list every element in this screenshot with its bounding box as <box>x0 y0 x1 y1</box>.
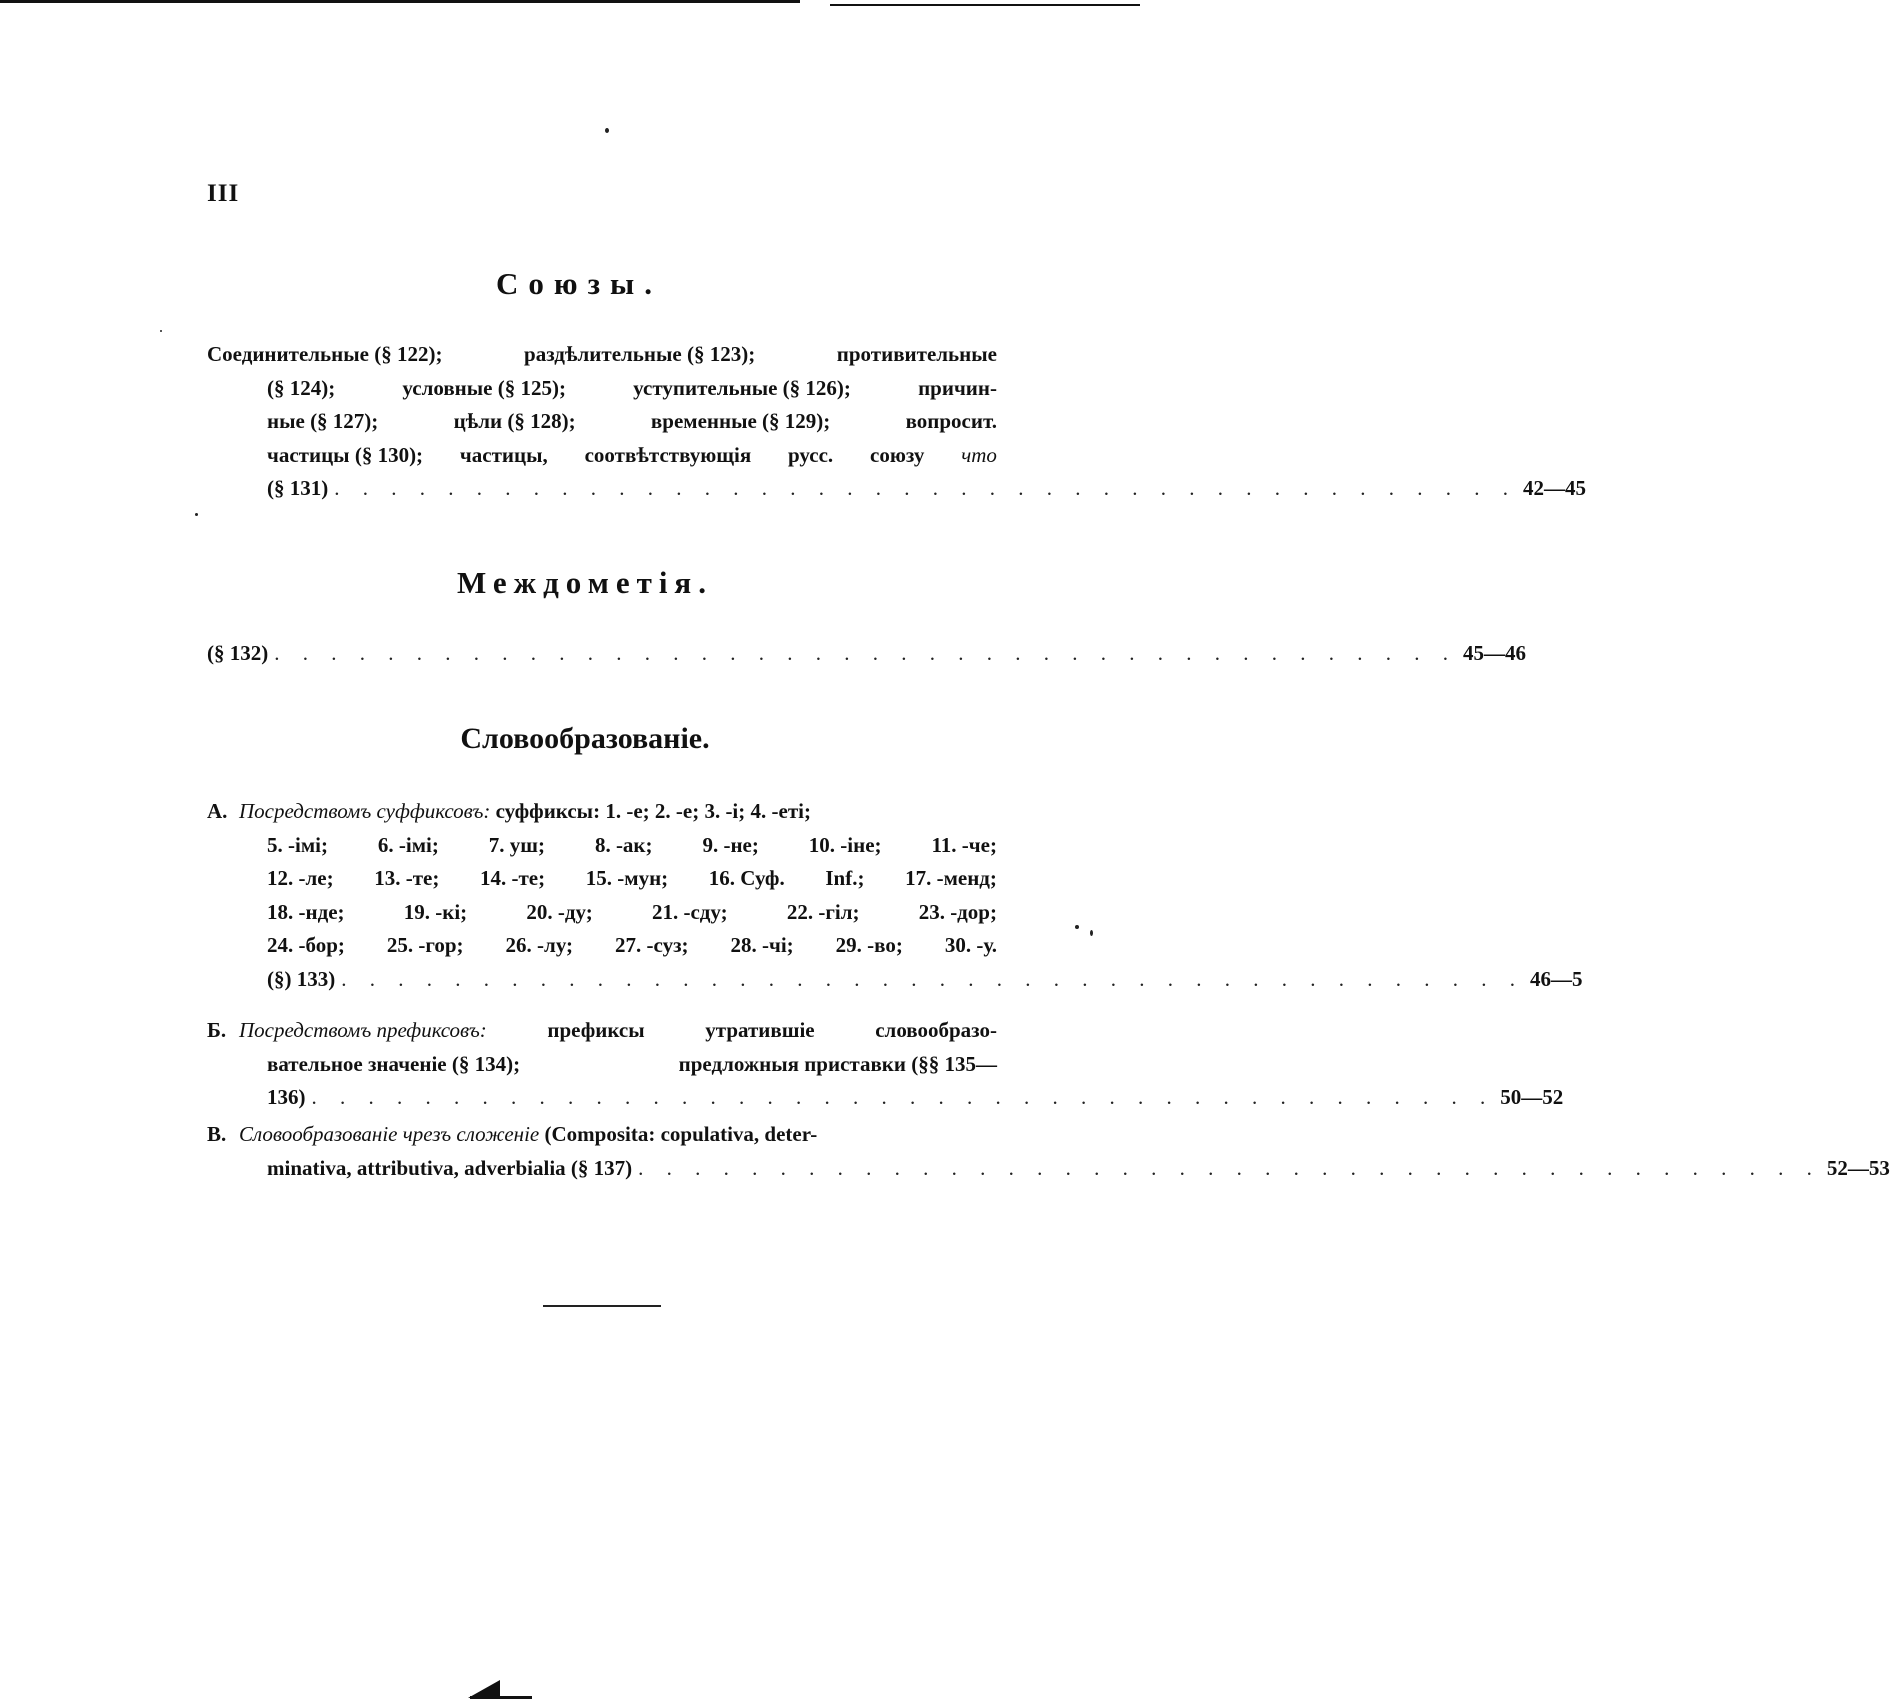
text-fragment: русс. <box>788 442 834 467</box>
text-fragment: 23. -дор; <box>918 899 997 924</box>
text-fragment: 15. -мун; <box>585 866 669 890</box>
text-fragment: 20. -ду; <box>526 899 593 924</box>
text-fragment: 19. -кі; <box>403 899 468 924</box>
text-fragment: 8. -ак; <box>594 832 653 857</box>
text-fragment: 25. -гор; <box>386 933 464 957</box>
section-ref: (§) 133) <box>267 966 336 991</box>
heading-word-formation: Словообразованіе. <box>460 722 710 755</box>
scan-edge-line <box>830 4 1140 6</box>
entry-prefixes <box>207 1014 1564 1115</box>
leader-dots: . . . . . . . . . . . . . . . . . . . . . . . . . . . . . . . . . . . . . . . . . . <box>341 966 1524 991</box>
section-divider <box>543 1305 661 1307</box>
text-fragment: вательное значеніе (§ 134); <box>267 1051 521 1076</box>
entry-line <box>207 829 997 863</box>
text-fragment: 10. -іне; <box>808 832 882 857</box>
scan-speck <box>1090 930 1093 936</box>
text-fragment: союзу <box>870 442 925 467</box>
text-fragment: 18. -нде; <box>267 899 345 924</box>
page-range: 52—53 <box>1826 1155 1890 1180</box>
page-range: 45—46 <box>1463 641 1526 665</box>
entry-line <box>207 896 997 930</box>
text-fragment: ные (§ 127); <box>267 409 379 433</box>
entry-line <box>207 795 997 829</box>
text-fragment: 22. -гіл; <box>786 899 860 924</box>
entry-line <box>207 963 1583 997</box>
text-fragment: 17. -менд; <box>905 866 997 890</box>
entry-line <box>207 338 997 372</box>
italic-word: что <box>961 442 997 467</box>
text-fragment: 28. -чі; <box>730 933 794 957</box>
section-ref: 136) <box>267 1085 306 1109</box>
leader-dots: . . . . . . . . . . . . . . . . . . . . . . . . . . . . . . . . . . . . . . . . . . <box>334 476 1517 500</box>
text-fragment: раздѣлительные (§ 123); <box>524 342 756 366</box>
entry-title: Посредствомъ префиксовъ: <box>239 1018 487 1042</box>
scan-speck <box>160 330 162 332</box>
entry-title: Словообразованіе чрезъ сложеніе <box>239 1122 540 1146</box>
text-fragment: префиксы <box>547 1018 645 1042</box>
text-fragment: 14. -те; <box>480 866 546 890</box>
text-fragment: утратившіе <box>705 1018 815 1042</box>
text-fragment: 29. -во; <box>835 933 903 957</box>
text-fragment: предложныя приставки (§§ 135— <box>678 1051 997 1076</box>
heading-conjunctions: Союзы. <box>496 266 662 301</box>
text-fragment: вопросит. <box>905 409 997 433</box>
entry-line <box>207 372 997 406</box>
entry-line <box>207 1048 997 1082</box>
heading-interjections: Междометія. <box>457 565 713 600</box>
text-fragment: противительные <box>836 342 997 366</box>
entry-line <box>207 439 997 473</box>
section-ref: (§ 132) <box>207 641 269 665</box>
text-fragment: частицы, <box>459 442 548 467</box>
text-fragment: 30. -у. <box>944 933 997 957</box>
entry-interjections <box>207 637 1526 671</box>
text-fragment: 13. -те; <box>374 866 440 890</box>
text-fragment: Соединительные (§ 122); <box>207 342 443 366</box>
text-fragment: 5. -імі; <box>267 832 328 857</box>
text-fragment: 16. Суф. <box>708 866 785 890</box>
entry-line <box>207 929 997 963</box>
entry-line <box>207 405 997 439</box>
leader-dots: . . . . . . . . . . . . . . . . . . . . . . . . . . . . . . . . . . . . . . . . . . <box>274 641 1457 665</box>
entry-line <box>207 862 997 896</box>
entry-line <box>207 1152 1890 1186</box>
scan-speck <box>605 128 609 133</box>
entry-conjunctions <box>207 338 1586 506</box>
text-fragment: уступительные (§ 126); <box>633 375 851 400</box>
text-fragment: словообразо- <box>875 1018 997 1042</box>
scan-edge-line <box>0 0 800 3</box>
text-fragment: частицы (§ 130); <box>267 442 424 467</box>
text-fragment: соотвѣтствующія <box>584 442 752 467</box>
page-range: 42—45 <box>1523 476 1586 500</box>
text-fragment: 24. -бор; <box>267 933 345 957</box>
entry-line <box>207 1118 997 1152</box>
entry-composita <box>207 1118 1890 1185</box>
text-fragment: 9. -не; <box>702 832 759 857</box>
page-range: 50—52 <box>1500 1085 1564 1109</box>
text-fragment: (§ 124); <box>267 375 336 400</box>
entry-label: В. <box>207 1122 227 1146</box>
leader-dots: . . . . . . . . . . . . . . . . . . . . . . . . . . . . . . . . . . . . . . . . . . <box>311 1085 1495 1109</box>
entry-label: А. <box>207 799 228 823</box>
entry-line <box>207 1014 997 1048</box>
section-ref: (§ 131) <box>267 476 329 500</box>
scan-speck <box>1075 925 1079 929</box>
page-number: III <box>207 180 240 207</box>
text-fragment: 12. -ле; <box>267 866 334 890</box>
entry-line <box>207 1081 1564 1115</box>
section-ref: minativa, attributiva, adverbialia (§ 137) <box>267 1155 633 1180</box>
text-fragment: цѣли (§ 128); <box>453 409 576 433</box>
text-fragment: 11. -че; <box>931 832 997 857</box>
text-fragment: 21. -сду; <box>651 899 728 924</box>
text-fragment: временные (§ 129); <box>650 409 831 433</box>
text-fragment: (Composita: copulativa, deter- <box>544 1122 818 1146</box>
text-fragment: 27. -суз; <box>615 933 689 957</box>
page-range: 46—5 <box>1529 966 1583 991</box>
entry-suffixes <box>207 795 1583 996</box>
entry-line <box>207 637 1526 671</box>
entry-line <box>207 472 1586 506</box>
entry-label: Б. <box>207 1018 227 1042</box>
text-fragment: 7. уш; <box>488 832 546 857</box>
text-fragment: условные (§ 125); <box>402 375 566 400</box>
leader-dots: . . . . . . . . . . . . . . . . . . . . . . . . . . . . . . . . . . . . . . . . . . <box>638 1155 1821 1180</box>
entry-title: Посредствомъ суффиксовъ: <box>239 799 491 823</box>
text-fragment: суффиксы: 1. -е; 2. -е; 3. -і; 4. -еті; <box>495 799 811 823</box>
text-fragment: Inf.; <box>825 866 865 890</box>
text-fragment: 6. -імі; <box>377 832 439 857</box>
text-fragment: причин- <box>918 375 997 400</box>
scan-speck <box>195 513 198 516</box>
scan-blot <box>470 1696 532 1699</box>
text-fragment: 26. -лу; <box>505 933 574 957</box>
